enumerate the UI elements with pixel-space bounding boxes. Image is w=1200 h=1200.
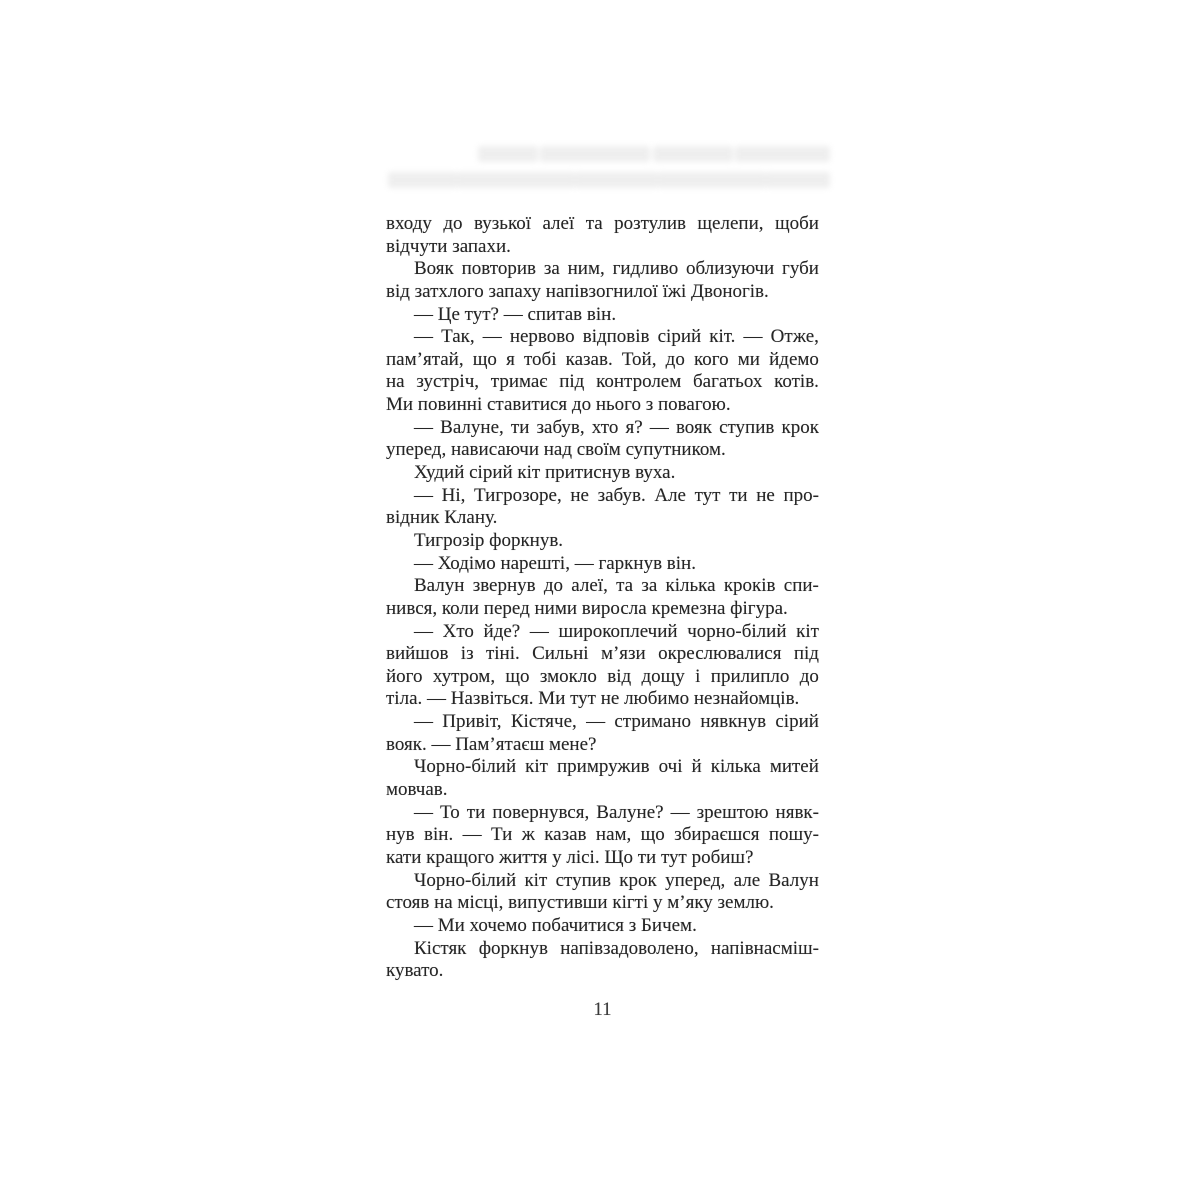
text-line: Валун звернув до алеї, та за кілька кроків спи- xyxy=(414,575,819,597)
text-line: входу до вузької алеї та розтулив щелепи, щоби xyxy=(386,213,819,234)
text-line: Вояк повторив за ним, гидливо облизуючи губи xyxy=(414,258,819,280)
bleed-smudge-row xyxy=(388,146,830,162)
text-line: — Ні, Тигрозоре, не забув. Але тут ти не про- xyxy=(414,484,819,506)
text-line: відчути запахи. xyxy=(386,235,511,257)
text-line: — То ти повернувся, Валуне? — зрештою нявк- xyxy=(414,801,819,823)
text-line: кати кращого життя у лісі. Що ти тут робиш? xyxy=(386,846,754,868)
text-line: тіла. — Назвіться. Ми тут не любимо незнайомців. xyxy=(386,688,800,710)
text-line: Худий сірий кіт притиснув вуха. xyxy=(414,462,676,484)
text-line: нув він. — Ти ж казав нам, що збираєшся пошу- xyxy=(386,824,819,846)
text-line: уперед, нависаючи над своїм супутником. xyxy=(386,439,726,461)
text-line: — Так, — нервово відповів сірий кіт. — Отже, xyxy=(414,326,819,348)
text-line: Чорно-білий кіт ступив крок уперед, але Валун xyxy=(414,869,819,891)
text-line: — Це тут? — спитав він. xyxy=(414,303,617,325)
text-line: вийшов із тіні. Сильні м’язи окреслювалися під xyxy=(386,643,819,665)
text-line: вояк. — Пам’ятаєш мене? xyxy=(386,733,597,755)
text-line: його хутром, що змокло від дощу і прилипло до xyxy=(386,665,819,687)
body-text xyxy=(386,213,819,983)
page-number: 11 xyxy=(593,999,612,1020)
text-line: — Привіт, Кістяче, — стримано нявкнув сірий xyxy=(414,711,819,733)
text-line: — Хто йде? — широкоплечий чорно-білий кіт xyxy=(414,620,819,642)
text-line: пам’ятай, що я тобі казав. Той, до кого ми йдемо xyxy=(386,348,819,370)
bleed-smudge-row xyxy=(388,172,830,188)
text-line: нився, коли перед ними виросла кремезна фігура. xyxy=(386,597,788,619)
text-line: Ми повинні ставитися до нього з повагою. xyxy=(386,394,731,416)
text-line: кувато. xyxy=(386,960,444,982)
text-line: — Ми хочемо побачитися з Бичем. xyxy=(414,914,697,936)
text-line: мовчав. xyxy=(386,779,448,801)
text-line: від затхлого запаху напівзогнилої їжі Двоногів. xyxy=(386,280,769,302)
text-line: Тигрозір форкнув. xyxy=(414,529,564,551)
text-line: — Валуне, ти забув, хто я? — вояк ступив крок xyxy=(414,416,819,438)
text-line: стояв на місці, випустивши кігті у м’яку землю. xyxy=(386,892,774,914)
text-line: відник Клану. xyxy=(386,507,498,529)
text-line: на зустріч, тримає під контролем багатьох котів. xyxy=(386,371,819,393)
text-line: — Ходімо нарешті, — гаркнув він. xyxy=(414,552,696,574)
text-line: Кістяк форкнув напівзадоволено, напівнасміш- xyxy=(414,937,819,959)
text-line: Чорно-білий кіт примружив очі й кілька митей xyxy=(414,756,819,778)
print-bleed-through xyxy=(388,146,830,210)
